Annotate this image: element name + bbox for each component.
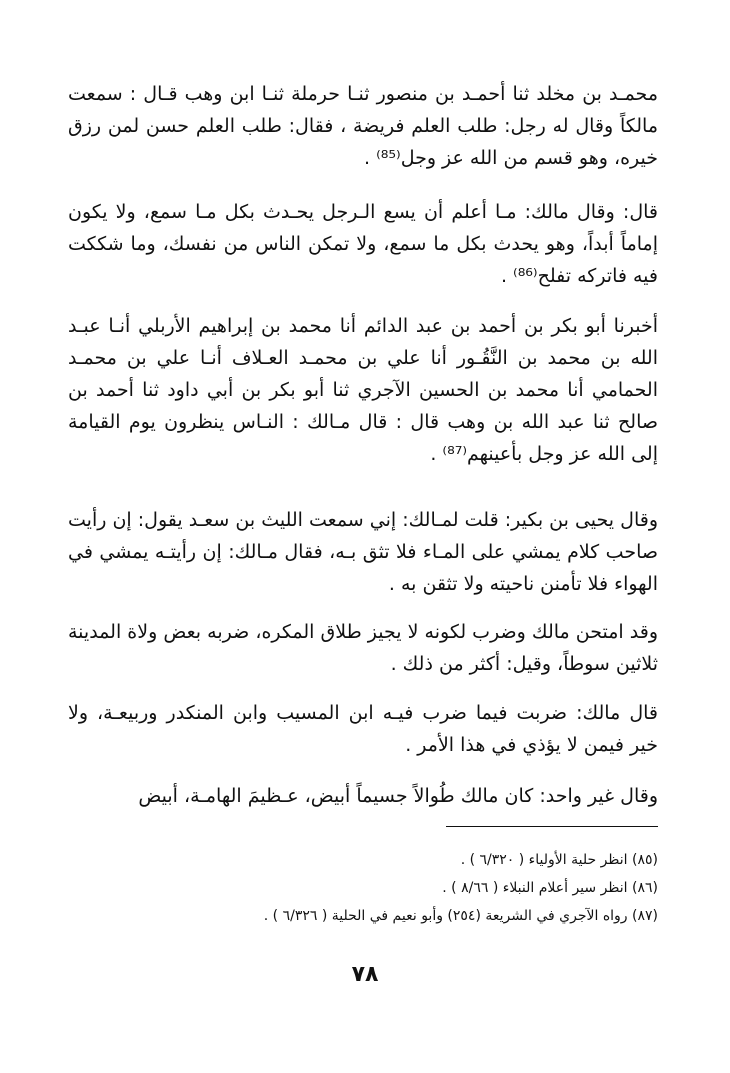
paragraph-6: قال مالك: ضربت فيما ضرب فيـه ابن المسيب وابن المنكدر وربيعـة، ولا خير فيمن لا يؤذي في هذا الأمر . — [68, 702, 658, 756]
footnote-86: (٨٦) انظر سير أعلام النبلاء ( ٨/٦٦ ) . — [442, 880, 658, 896]
paragraph-2: قال: وقال مالك: مـا أعلم أن يسع الـرجل يحـدث بكل مـا سمع، ولا يكون إماماً أبداً، وهو يحدث بكل ما سمع، ولا تمكن الناس من نفسك، وما شككت فيه فاتركه تفلح⁽⁸⁶⁾ . — [68, 201, 658, 287]
footnotes — [68, 846, 658, 930]
footnote-85: (٨٥) انظر حلية الأولياء ( ٦/٣٢٠ ) . — [460, 852, 658, 868]
paragraph-4: وقال يحيى بن بكير: قلت لمـالك: إني سمعت الليث بن سعـد يقول: إن رأيت صاحب كلام يمشي على المـاء فلا تثق بـه، فقال مـالك: إن رأيتـه يمشي في الهواء فلا تأمنن ناحيته ولا تثقن به . — [68, 509, 658, 595]
paragraph-7: وقال غير واحد: كان مالك طُوالاً جسيماً أبيض، عـظيمَ الهامـة، أبيض — [138, 785, 658, 807]
footnote-87: (٨٧) رواه الآجري في الشريعة (٢٥٤) وأبو نعيم في الحلية ( ٦/٣٢٦ ) . — [263, 908, 658, 924]
footnote-divider — [446, 826, 658, 827]
page-number: ٧٨ — [351, 962, 379, 987]
paragraph-5: وقد امتحن مالك وضرب لكونه لا يجيز طلاق المكره، ضربه بعض ولاة المدينة ثلاثين سوطاً، وقيل: أكثر من ذلك . — [68, 621, 658, 675]
paragraph-1: محمـد بن مخلد ثنا أحمـد بن منصور ثنـا حرملة ثنـا ابن وهب قـال : سمعت مالكاً وقال له رجل: طلب العلم فريضة ، فقال: طلب العلم حسن لمن رزق خيره، وهو قسم من الله عز وجل⁽⁸⁵⁾ . — [68, 83, 658, 169]
paragraph-3: أخبرنا أبو بكر بن أحمد بن عبد الدائم أنا محمد بن إبراهيم الأربلي أنـا عبـد الله بن محمد بن النَّقُـور أنا علي بن محمـد العـلاف أنـا علي بن محمـد الحمامي أنا محمد بن الحسين الآجري ثنا أبو بكر بن أبي داود ثنا أحمد بن صالح ثنا عبد الله بن وهب قال : قال مـالك : النـاس ينظرون يوم القيامة إلى الله عز وجل بأعينهم⁽⁸⁷⁾ . — [68, 315, 658, 465]
